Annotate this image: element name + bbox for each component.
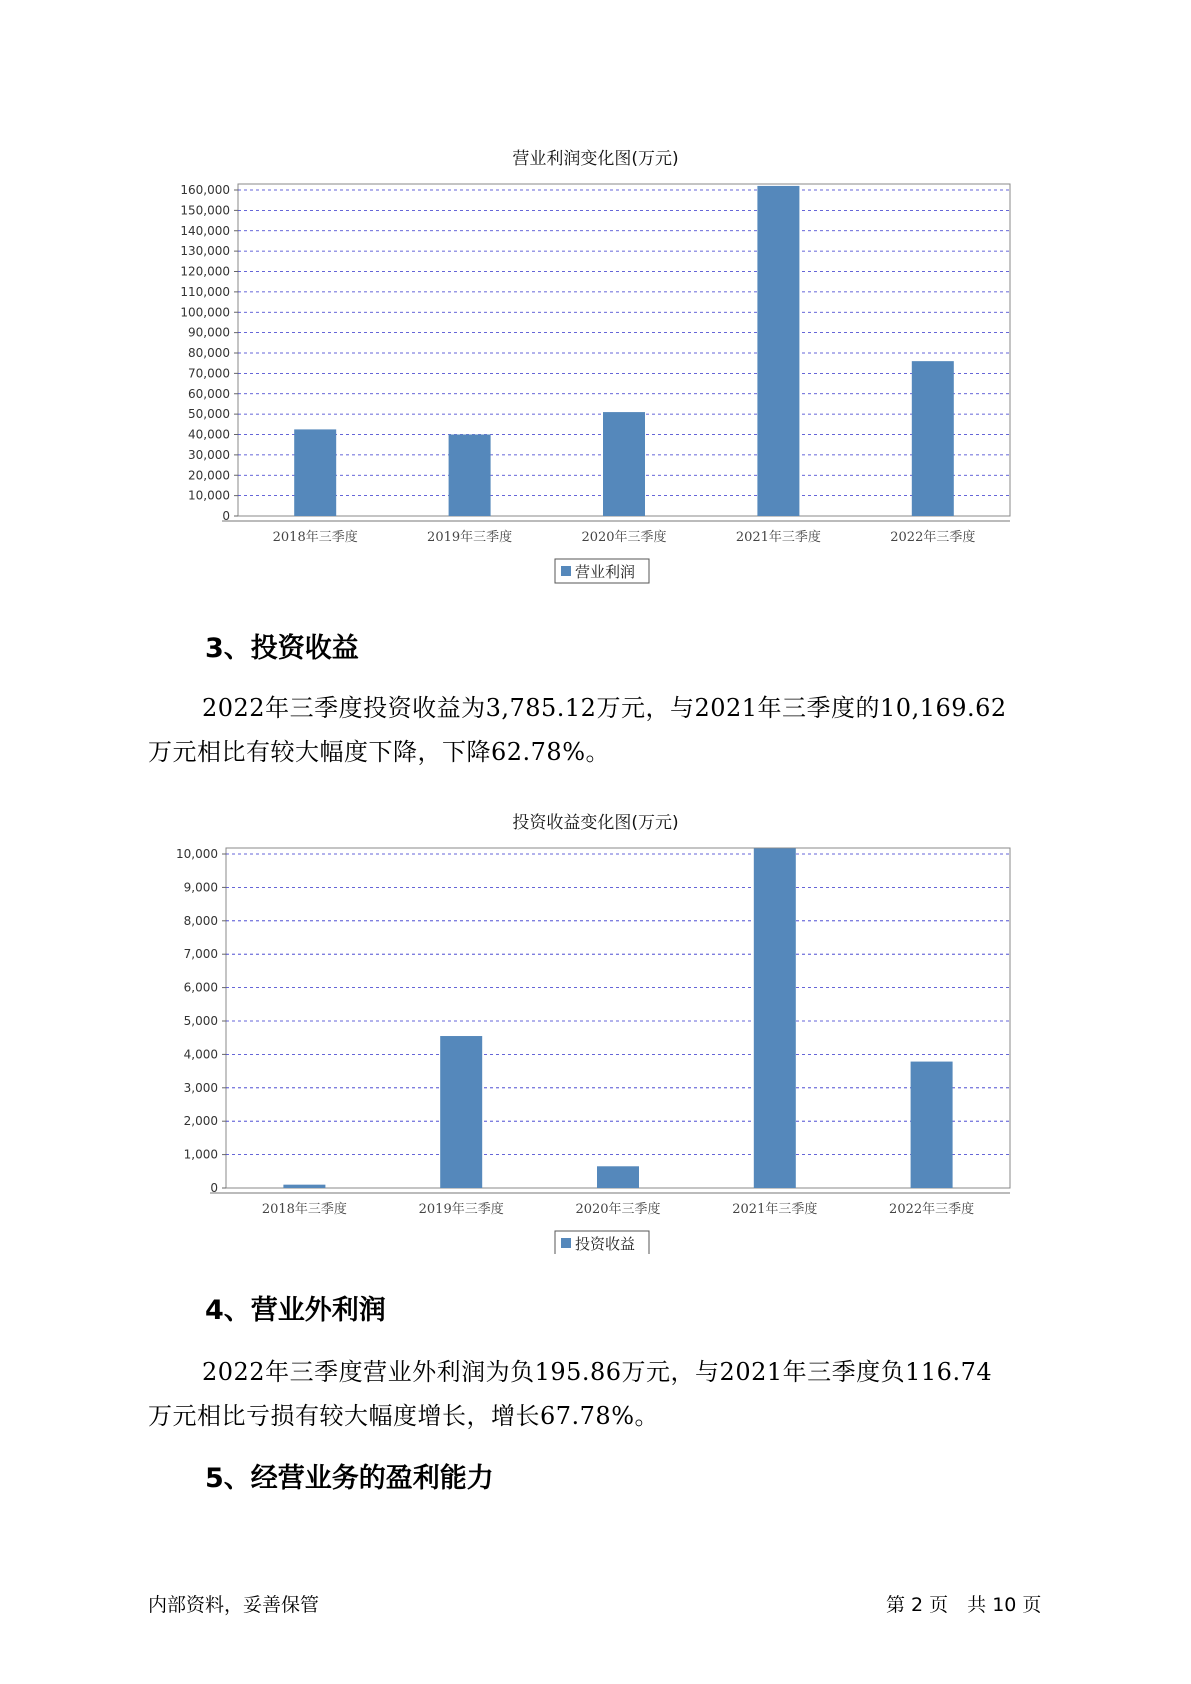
y-tick-label: 30,000 [188, 447, 230, 462]
section-heading-3: 3、投资收益 [205, 633, 359, 664]
bar [283, 1185, 325, 1188]
x-tick-label: 2018年三季度 [272, 530, 358, 545]
section-heading-5: 5、经营业务的盈利能力 [205, 1463, 494, 1494]
y-tick-label: 120,000 [180, 264, 230, 279]
y-tick-label: 130,000 [180, 244, 230, 259]
y-tick-label: 70,000 [188, 366, 230, 381]
bar [603, 412, 645, 516]
y-tick-label: 8,000 [183, 913, 218, 928]
y-tick-label: 160,000 [180, 183, 230, 197]
y-tick-label: 80,000 [188, 346, 230, 360]
section-paragraph-4 [148, 1350, 1058, 1438]
x-tick-label: 2021年三季度 [735, 530, 821, 545]
chart-title: 投资收益变化图(万元) [512, 813, 679, 833]
y-tick-label: 1,000 [183, 1147, 218, 1162]
x-tick-label: 2020年三季度 [581, 530, 667, 545]
x-tick-label: 2018年三季度 [261, 1202, 347, 1217]
y-tick-label: 140,000 [180, 223, 230, 238]
y-tick-label: 10,000 [188, 488, 230, 503]
x-tick-label: 2022年三季度 [889, 1202, 975, 1217]
x-tick-label: 2019年三季度 [418, 1202, 504, 1217]
legend-swatch [561, 1238, 571, 1248]
y-tick-label: 100,000 [180, 305, 230, 320]
y-tick-label: 4,000 [183, 1047, 218, 1062]
x-tick-label: 2019年三季度 [427, 530, 513, 545]
bar [294, 429, 336, 516]
section-heading-4: 4、营业外利润 [205, 1295, 386, 1326]
bar [754, 848, 796, 1188]
paragraph-line: 2022年三季度投资收益为3,785.12万元，与2021年三季度的10,169.62 [202, 694, 1007, 722]
bar [757, 186, 799, 516]
x-tick-label: 2020年三季度 [575, 1202, 661, 1217]
section-paragraph-3 [148, 686, 1058, 774]
x-tick-label: 2021年三季度 [732, 1202, 818, 1217]
y-tick-label: 9,000 [183, 880, 218, 895]
footer-page-number: 第 2 页 共 10 页 [886, 1594, 1042, 1616]
y-tick-label: 20,000 [188, 468, 230, 483]
y-tick-label: 60,000 [188, 386, 230, 401]
bar [440, 1036, 482, 1188]
paragraph-line: 2022年三季度营业外利润为负195.86万元，与2021年三季度负116.74 [202, 1358, 993, 1386]
paragraph-line: 万元相比亏损有较大幅度增长，增长67.78%。 [148, 1402, 660, 1430]
y-tick-label: 6,000 [183, 980, 218, 995]
legend-label: 投资收益 [575, 1235, 636, 1253]
legend-swatch [561, 566, 571, 576]
operating-profit-chart [0, 170, 1191, 590]
bar [449, 435, 491, 517]
paragraph-line: 万元相比有较大幅度下降，下降62.78%。 [148, 738, 611, 766]
y-tick-label: 7,000 [183, 947, 218, 962]
y-tick-label: 5,000 [183, 1014, 218, 1028]
y-tick-label: 40,000 [188, 427, 230, 442]
footer-left: 内部资料，妥善保管 [148, 1594, 320, 1616]
y-tick-label: 0 [210, 1181, 218, 1195]
plot-frame [226, 848, 1010, 1188]
y-tick-label: 50,000 [188, 407, 230, 422]
y-tick-label: 3,000 [183, 1080, 218, 1095]
bar [912, 361, 954, 516]
y-tick-label: 150,000 [180, 203, 230, 218]
y-tick-label: 2,000 [183, 1114, 218, 1129]
y-tick-label: 0 [222, 509, 230, 523]
y-tick-label: 10,000 [176, 847, 218, 861]
y-tick-label: 90,000 [188, 325, 230, 340]
x-tick-label: 2022年三季度 [890, 530, 976, 545]
chart-title: 营业利润变化图(万元) [512, 149, 679, 169]
investment-income-chart [0, 834, 1191, 1254]
bar [597, 1166, 639, 1188]
y-tick-label: 110,000 [180, 284, 230, 299]
bar [911, 1062, 953, 1188]
legend-label: 营业利润 [575, 563, 636, 581]
